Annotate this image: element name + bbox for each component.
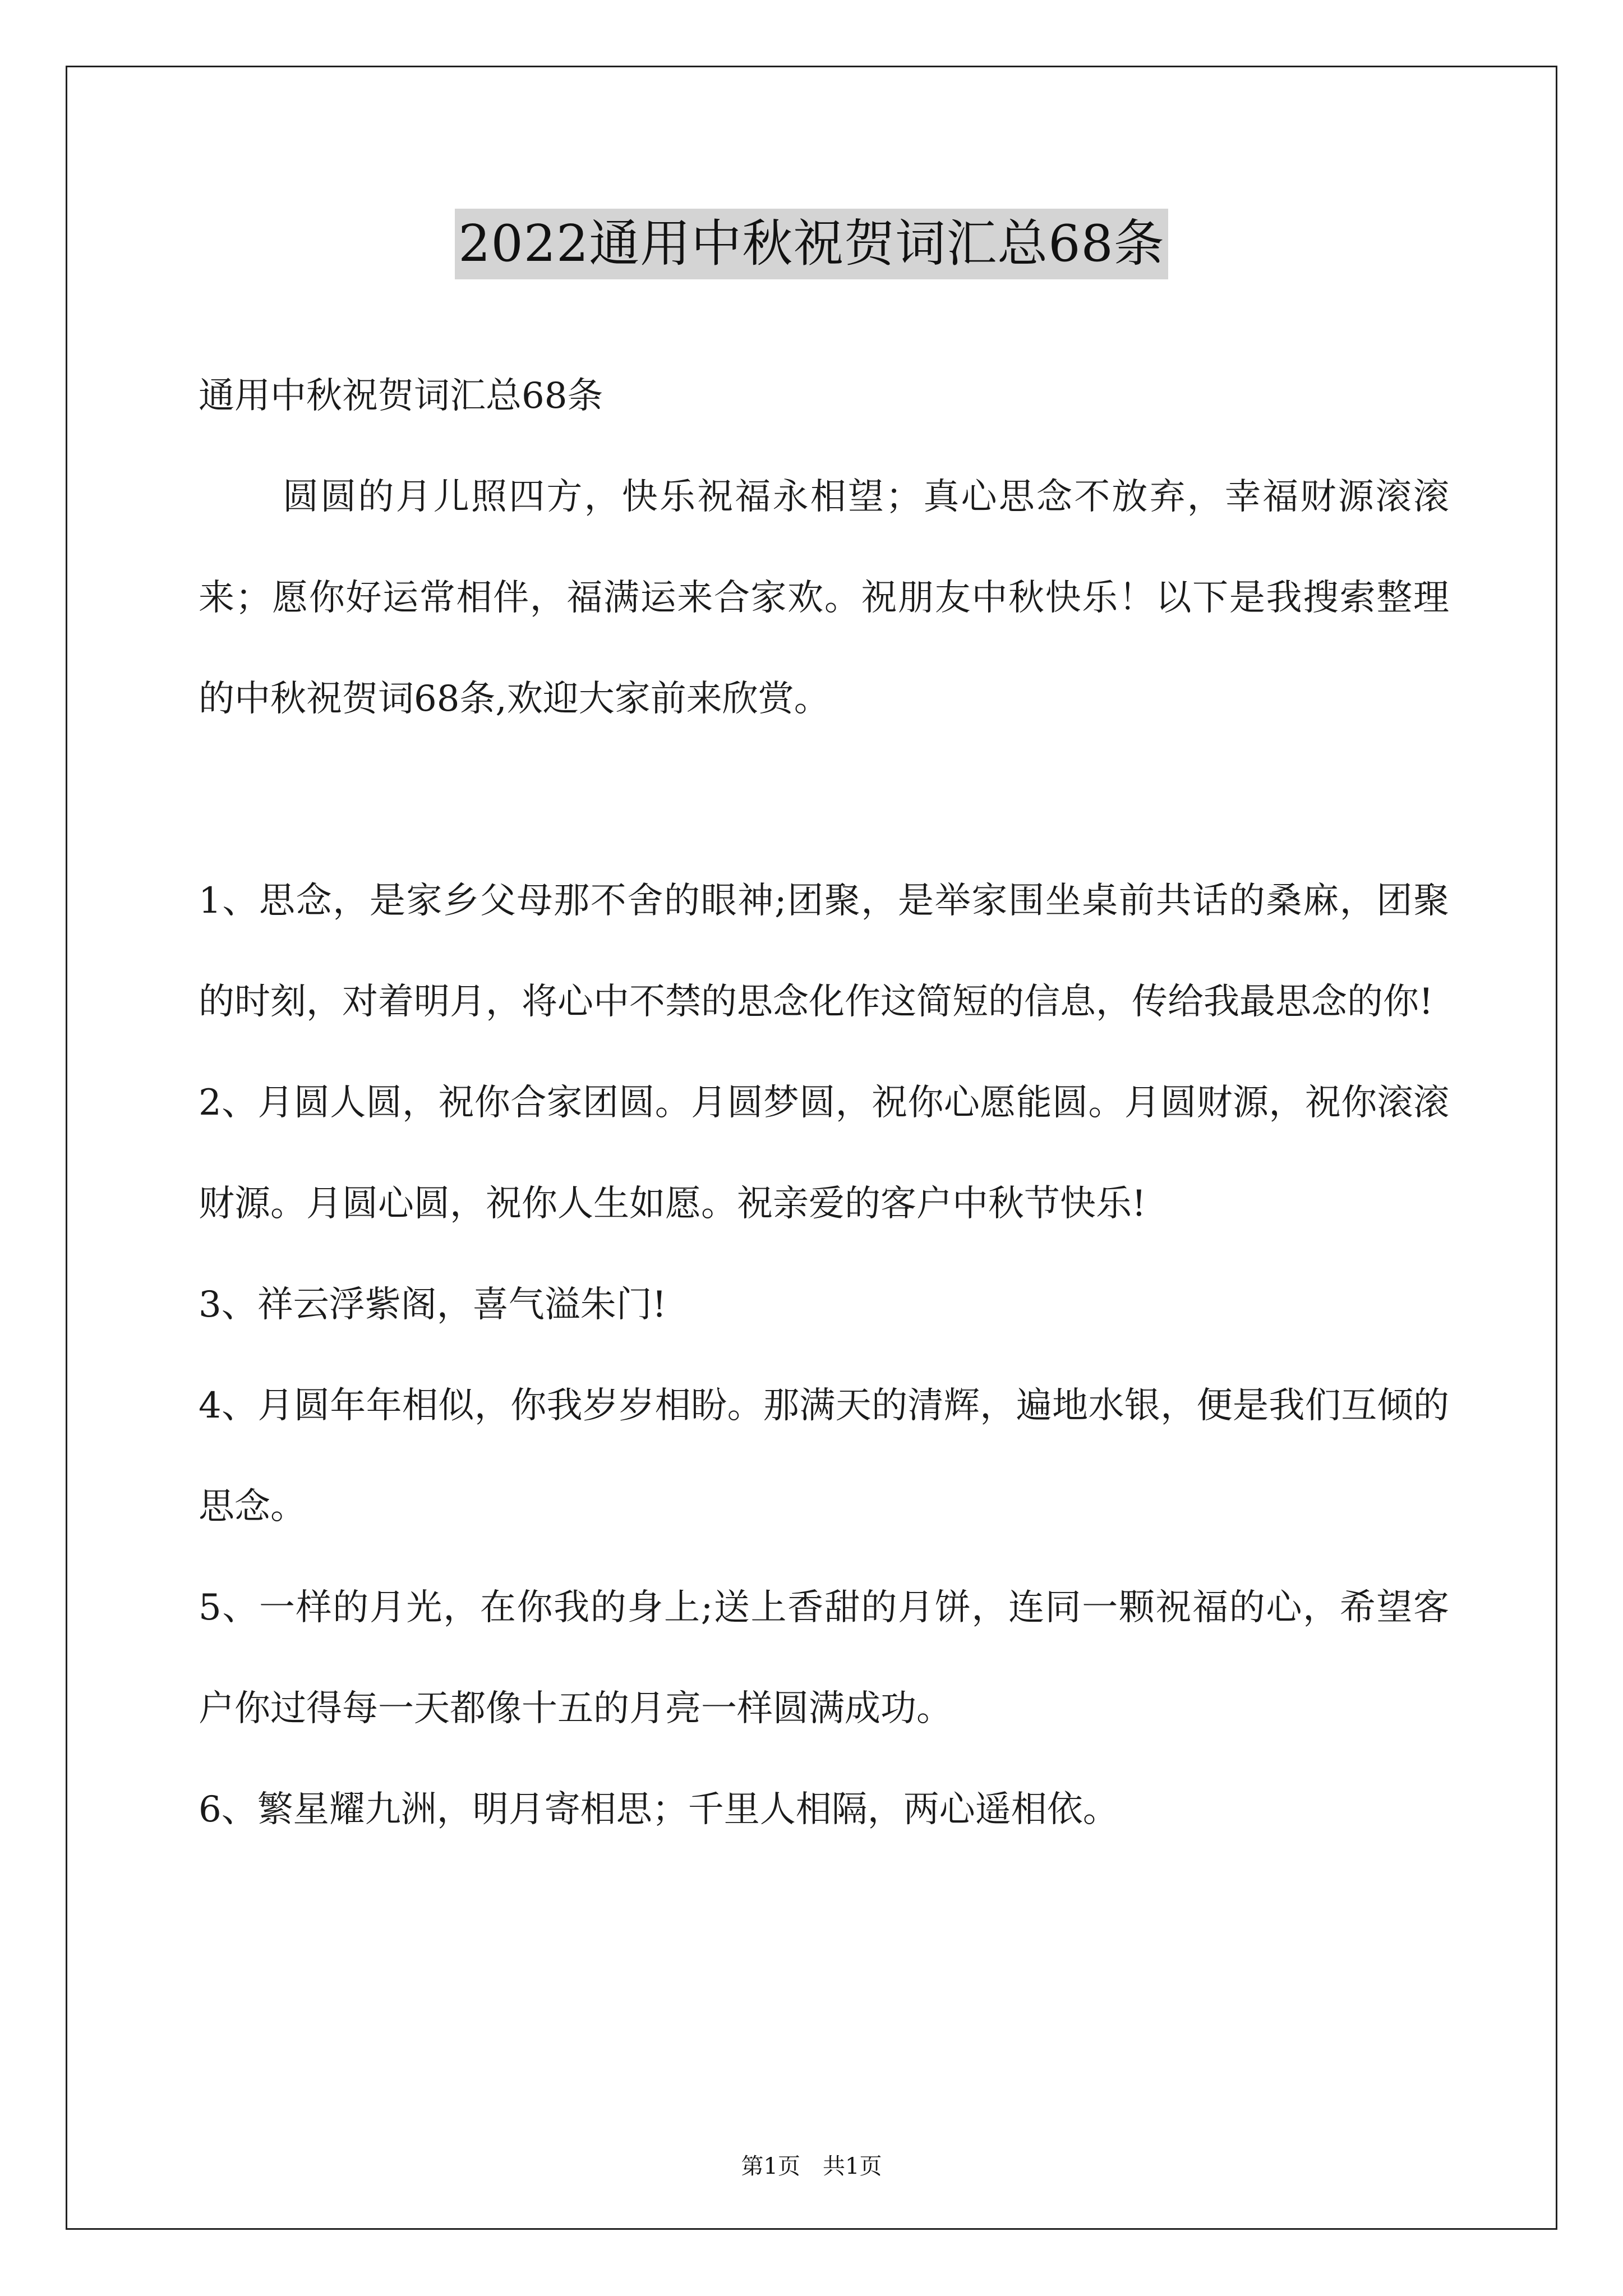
list-item: 4、月圆年年相似，你我岁岁相盼。那满天的清辉，遍地水银，便是我们互倾的思念。: [199, 1385, 1449, 1527]
document-title: 2022通用中秋祝贺词汇总68条: [455, 209, 1168, 279]
document-subtitle: 通用中秋祝贺词汇总68条: [199, 375, 603, 417]
list-item: 5、一样的月光，在你我的身上;送上香甜的月饼，连同一颗祝福的心，希望客户你过得每一天都像十五的月亮一样圆满成功。: [199, 1587, 1449, 1729]
page-footer: 第1页 共1页: [741, 2154, 882, 2179]
title-container: [0, 209, 1623, 279]
document-body: [199, 346, 1449, 1860]
list-item: 1、思念，是家乡父母那不舍的眼神;团聚，是举家围坐桌前共话的桑麻，团聚的时刻，对着明月，将心中不禁的思念化作这简短的信息，传给我最思念的你!: [199, 880, 1449, 1023]
list-item: 2、月圆人圆，祝你合家团圆。月圆梦圆，祝你心愿能圆。月圆财源，祝你滚滚财源。月圆心圆，祝你人生如愿。祝亲爱的客户中秋节快乐!: [199, 1082, 1449, 1225]
list-item: 3、祥云浮紫阁，喜气溢朱门!: [199, 1284, 667, 1326]
list-item: 6、繁星耀九洲，明月寄相思；千里人相隔，两心遥相依。: [199, 1789, 1119, 1830]
paragraph-spacer: [199, 749, 1449, 850]
intro-paragraph: 圆圆的月儿照四方，快乐祝福永相望；真心思念不放弃，幸福财源滚滚来；愿你好运常相伴，福满运来合家欢。祝朋友中秋快乐！以下是我搜索整理的中秋祝贺词68条,欢迎大家前来欣赏。: [199, 476, 1449, 720]
